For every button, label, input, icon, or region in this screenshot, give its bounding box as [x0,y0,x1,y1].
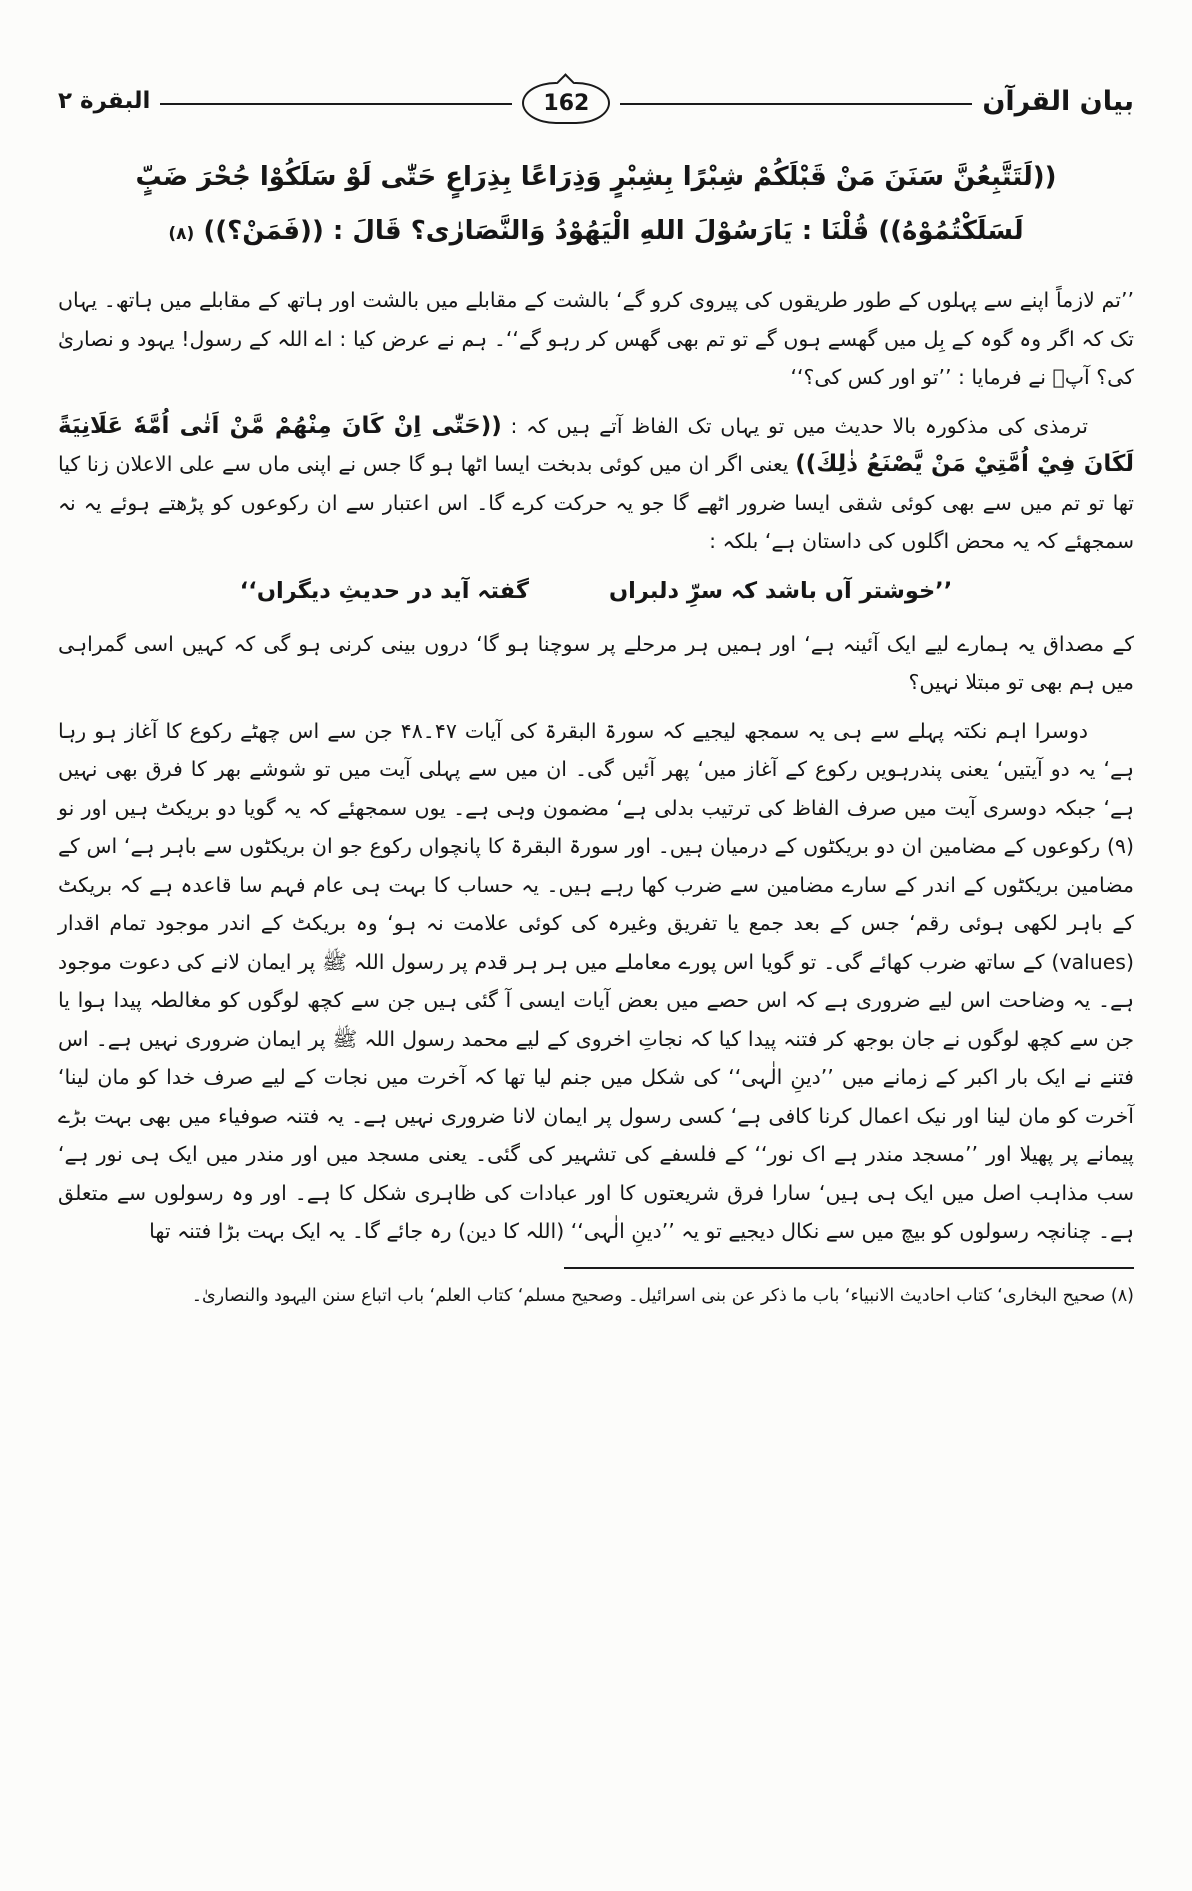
page-header [58,78,1134,124]
footnote-text: (٨) صحیح البخاری‘ کتاب احادیث الانبیاء‘ باب ما ذکر عن بنی اسرائیل۔ وصحیح مسلم‘ کتاب العلم‘ باب اتباع سنن الیہود والنصاریٰ۔ [191,1285,1134,1306]
tirmidhi-lead: ترمذی کی مذکورہ بالا حدیث میں تو یہاں تک الفاظ آتے ہیں کہ : [501,413,1089,438]
persian-couplet [58,571,1134,611]
page-body [58,150,1134,1251]
book-title: بیان القرآن [982,85,1134,117]
hadith-translation: ’’تم لازماً اپنے سے پہلوں کے طور طریقوں کی پیروی کرو گے‘ بالشت کے مقابلے میں بالشت اور ہاتھ کے مقابلے میں ہاتھ۔ یہاں تک کہ اگر وہ گوہ کے بِل میں گھسے ہوں گے تو تم بھی گھس کر رہو گے‘‘۔ ہم نے عرض کیا : اے اللہ کے رسول! یہود و نصاریٰ کی؟ آپؐ نے فرمایا : ’’تو اور کس کی؟‘‘ [58,288,1134,389]
footnote-separator-rule [564,1267,1134,1269]
couplet-first-hemistich: ’’خوشتر آں باشد کہ سرِّ دلبراں [608,577,953,604]
footnote-marker: (٨) [168,224,195,244]
tirmidhi-tail: یعنی اگر ان میں کوئی بدبخت ایسا اٹھا ہو گا جس نے اپنی ماں سے علی الاعلان زنا کیا تھا تو تم میں سے بھی کوئی شقی ایسا ضرور اٹھے گا جو یہ حرکت کرے گا۔ اس اعتبار سے ان رکوعوں کو پڑھتے ہوئے یہ نہ سمجھئے کہ یہ محض اگلوں کی داستان ہے‘ بلکہ : [58,452,1134,553]
header-rule-left [160,103,512,105]
main-point-paragraph: دوسرا اہم نکتہ پہلے سے ہی یہ سمجھ لیجیے کہ سورۃ البقرۃ کی آیات ۴۷۔۴۸ جن سے اس چھٹے رکوع کا آغاز ہو رہا ہے‘ یہ دو آیتیں‘ یعنی پندرہویں رکوع کے آغاز میں‘ پھر آئیں گی۔ ان میں سے پہلی آیت میں تو شوشے بھر کا فرق بھی نہیں ہے‘ جبکہ دوسری آیت میں صرف الفاظ کی ترتیب بدلی ہے‘ مضمون وہی ہے۔ یوں سمجھئے کہ یہ گویا دو بریکٹ ہیں اور نو (۹) رکوعوں کے مضامین ان دو بریکٹوں کے درمیان ہیں۔ اور سورۃ البقرۃ کا پانچواں رکوع جو ان بریکٹوں سے باہر ہے‘ اس کے مضامین بریکٹوں کے اندر کے سارے مضامین سے ضرب کھا رہے ہیں۔ یہ حساب کا بہت ہی عام فہم سا قاعدہ ہے کہ بریکٹ کے باہر لکھی ہوئی رقم‘ جس کے بعد جمع یا تفریق وغیرہ کی کوئی علامت نہ ہو‘ وہ بریکٹ کے اندر موجود تمام اقدار (values) کے ساتھ ضرب کھائے گی۔ تو گویا اس پورے معاملے میں ہر ہر قدم پر رسول اللہ ﷺ پر ایمان لانے کی دعوت موجود ہے۔ یہ وضاحت اس لیے ضروری ہے کہ اس حصے میں بعض آیات ایسی آ گئی ہیں جن سے کچھ لوگوں کو مغالطہ پیدا ہوا یا جن سے کچھ لوگوں نے جان بوجھ کر فتنہ پیدا کیا کہ نجاتِ اخروی کے لیے محمد رسول اللہ ﷺ پر ایمان ضروری نہیں ہے۔ اس فتنے نے ایک بار اکبر کے زمانے میں ’’دینِ الٰہی‘‘ کی شکل میں جنم لیا تھا کہ آخرت میں نجات کے لیے صرف خدا کو مان لینا‘ آخرت کو مان لینا اور نیک اعمال کرنا کافی ہے‘ کسی رسول پر ایمان لانا ضروری نہیں ہے۔ یہ فتنہ صوفیاء میں بھی بہت بڑے پیمانے پر پھیلا اور ’’مسجد مندر ہے اک نور‘‘ کے فلسفے کی تشہیر کی گئی۔ یعنی مسجد میں اور مندر میں ایک ہی نور ہے‘ سب مذاہب اصل میں ایک ہی ہیں‘ سارا فرق شریعتوں کا اور عبادات کی ظاہری شکل کا ہے۔ اور وہ رسولوں سے متعلق ہے۔ چنانچہ رسولوں کو بیچ میں سے نکال دیجیے تو یہ ’’دینِ الٰہی‘‘ (اللہ کا دین) رہ جائے گا۔ یہ ایک بہت بڑا فتنہ تھا [58,718,1134,1243]
surah-label: البقرة ٢ [57,88,151,114]
page-number: 162 [543,90,590,116]
header-rule-right [620,103,972,105]
tirmidhi-paragraph [58,407,1134,561]
couplet-followup: کے مصداق یہ ہمارے لیے ایک آئینہ ہے‘ اور ہمیں ہر مرحلے پر سوچنا ہو گا‘ دروں بینی کرنی ہو گی کہ کہیں اسی گمراہی میں ہم بھی تو مبتلا نہیں؟ [58,631,1134,694]
footnotes-section [58,1267,1134,1313]
hadith-arabic-block [82,150,1110,261]
hadith-arabic-text: ((لَتَتَّبِعُنَّ سَنَنَ مَنْ قَبْلَكُمْ شِبْرًا بِشِبْرٍ وَذِرَاعًا بِذِرَاعٍ حَتّٰى لَوْ سَلَكُوْا جُحْرَ ضَبٍّ لَسَلَكْتُمُوْهُ)) قُلْنَا : يَارَسُوْلَ اللهِ الْيَهُوْدُ وَالنَّصَارٰى؟ قَالَ : ((فَمَنْ؟)) [135,162,1057,246]
couplet-second-hemistich: گفتہ آید در حدیثِ دیگراں‘‘ [239,577,529,604]
tirmidhi-arabic-quote: ((حَتّٰى اِنْ كَانَ مِنْهُمْ مَّنْ اَتٰى اُمَّهٗ عَلَانِيَةً لَكَانَ فِيْ اُمَّتِيْ مَنْ يَّصْنَعُ ذٰلِكَ)) [58,412,1134,477]
page-number-ornament [522,82,610,124]
